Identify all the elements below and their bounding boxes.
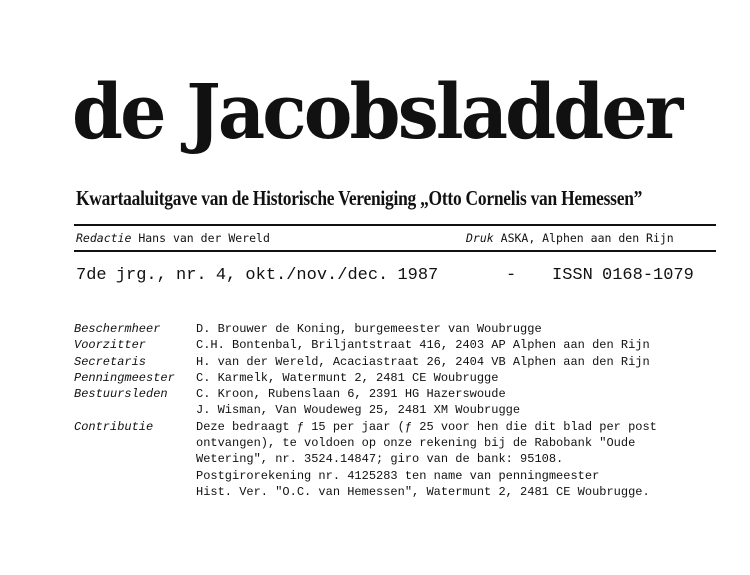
masthead-title: de Jacobsladder (72, 67, 681, 156)
board-row (74, 370, 657, 386)
board-row (74, 402, 657, 418)
role-value: D. Brouwer de Koning, burgemeester van Woubrugge (196, 322, 542, 336)
role-label-empty (74, 468, 196, 484)
issue-line (76, 266, 694, 285)
board-row (74, 435, 657, 451)
role-value: J. Wisman, Van Woudeweg 25, 2481 XM Woubrugge (196, 403, 521, 418)
role-value: C. Karmelk, Watermunt 2, 2481 CE Woubrugge (196, 370, 499, 385)
role-label: Beschermheer (74, 322, 161, 336)
role-label: Secretaris (74, 354, 147, 369)
board-row (74, 451, 657, 467)
masthead-subtitle: Kwartaaluitgave van de Historische Vereniging „Otto Cornelis van Hemessen” (76, 186, 643, 210)
role-value: Deze bedraagt ƒ 15 per jaar (ƒ 25 voor hen die dit blad per post (196, 419, 657, 434)
role-label: Contributie (74, 419, 154, 434)
issn: ISSN 0168-1079 (552, 266, 694, 285)
board-list (74, 321, 657, 500)
top-rule (74, 224, 716, 226)
role-label: Voorzitter (74, 338, 147, 353)
editor-credit (76, 231, 270, 245)
editor-name: Hans van der Wereld (138, 231, 270, 245)
board-row (74, 337, 657, 353)
editor-label: Redactie (76, 231, 132, 245)
role-value: Wetering", nr. 3524.14847; giro van de bank: 95108. (196, 452, 564, 467)
board-row (74, 484, 657, 500)
bottom-rule (74, 250, 716, 252)
board-row (74, 386, 657, 402)
volume-info: 7de jrg., nr. 4, okt./nov./dec. 1987 (76, 266, 439, 285)
role-label-empty (74, 435, 196, 451)
role-label: Penningmeester (74, 370, 175, 385)
board-row (74, 321, 657, 337)
board-row (74, 468, 657, 484)
print-credit (466, 231, 674, 245)
board-row (74, 354, 657, 370)
role-value: ontvangen), te voldoen op onze rekening bij de Rabobank "Oude (196, 436, 636, 451)
board-row (74, 419, 657, 435)
role-value: Hist. Ver. "O.C. van Hemessen", Watermunt 2, 2481 CE Woubrugge. (196, 484, 650, 499)
role-value: H. van der Wereld, Acaciastraat 26, 2404 VB Alphen aan den Rijn (196, 354, 650, 369)
print-label: Druk (466, 231, 494, 245)
role-label-empty (74, 451, 196, 467)
issue-separator: - (506, 266, 517, 285)
role-label-empty (74, 402, 196, 418)
print-name: ASKA, Alphen aan den Rijn (500, 231, 674, 245)
role-value: Postgirorekening nr. 4125283 ten name van penningmeester (196, 468, 600, 483)
role-label: Bestuursleden (74, 387, 168, 402)
role-value: C.H. Bontenbal, Briljantstraat 416, 2403 AP Alphen aan den Rijn (196, 338, 650, 353)
role-label-empty (74, 484, 196, 500)
role-value: C. Kroon, Rubenslaan 6, 2391 HG Hazerswoude (196, 387, 506, 402)
